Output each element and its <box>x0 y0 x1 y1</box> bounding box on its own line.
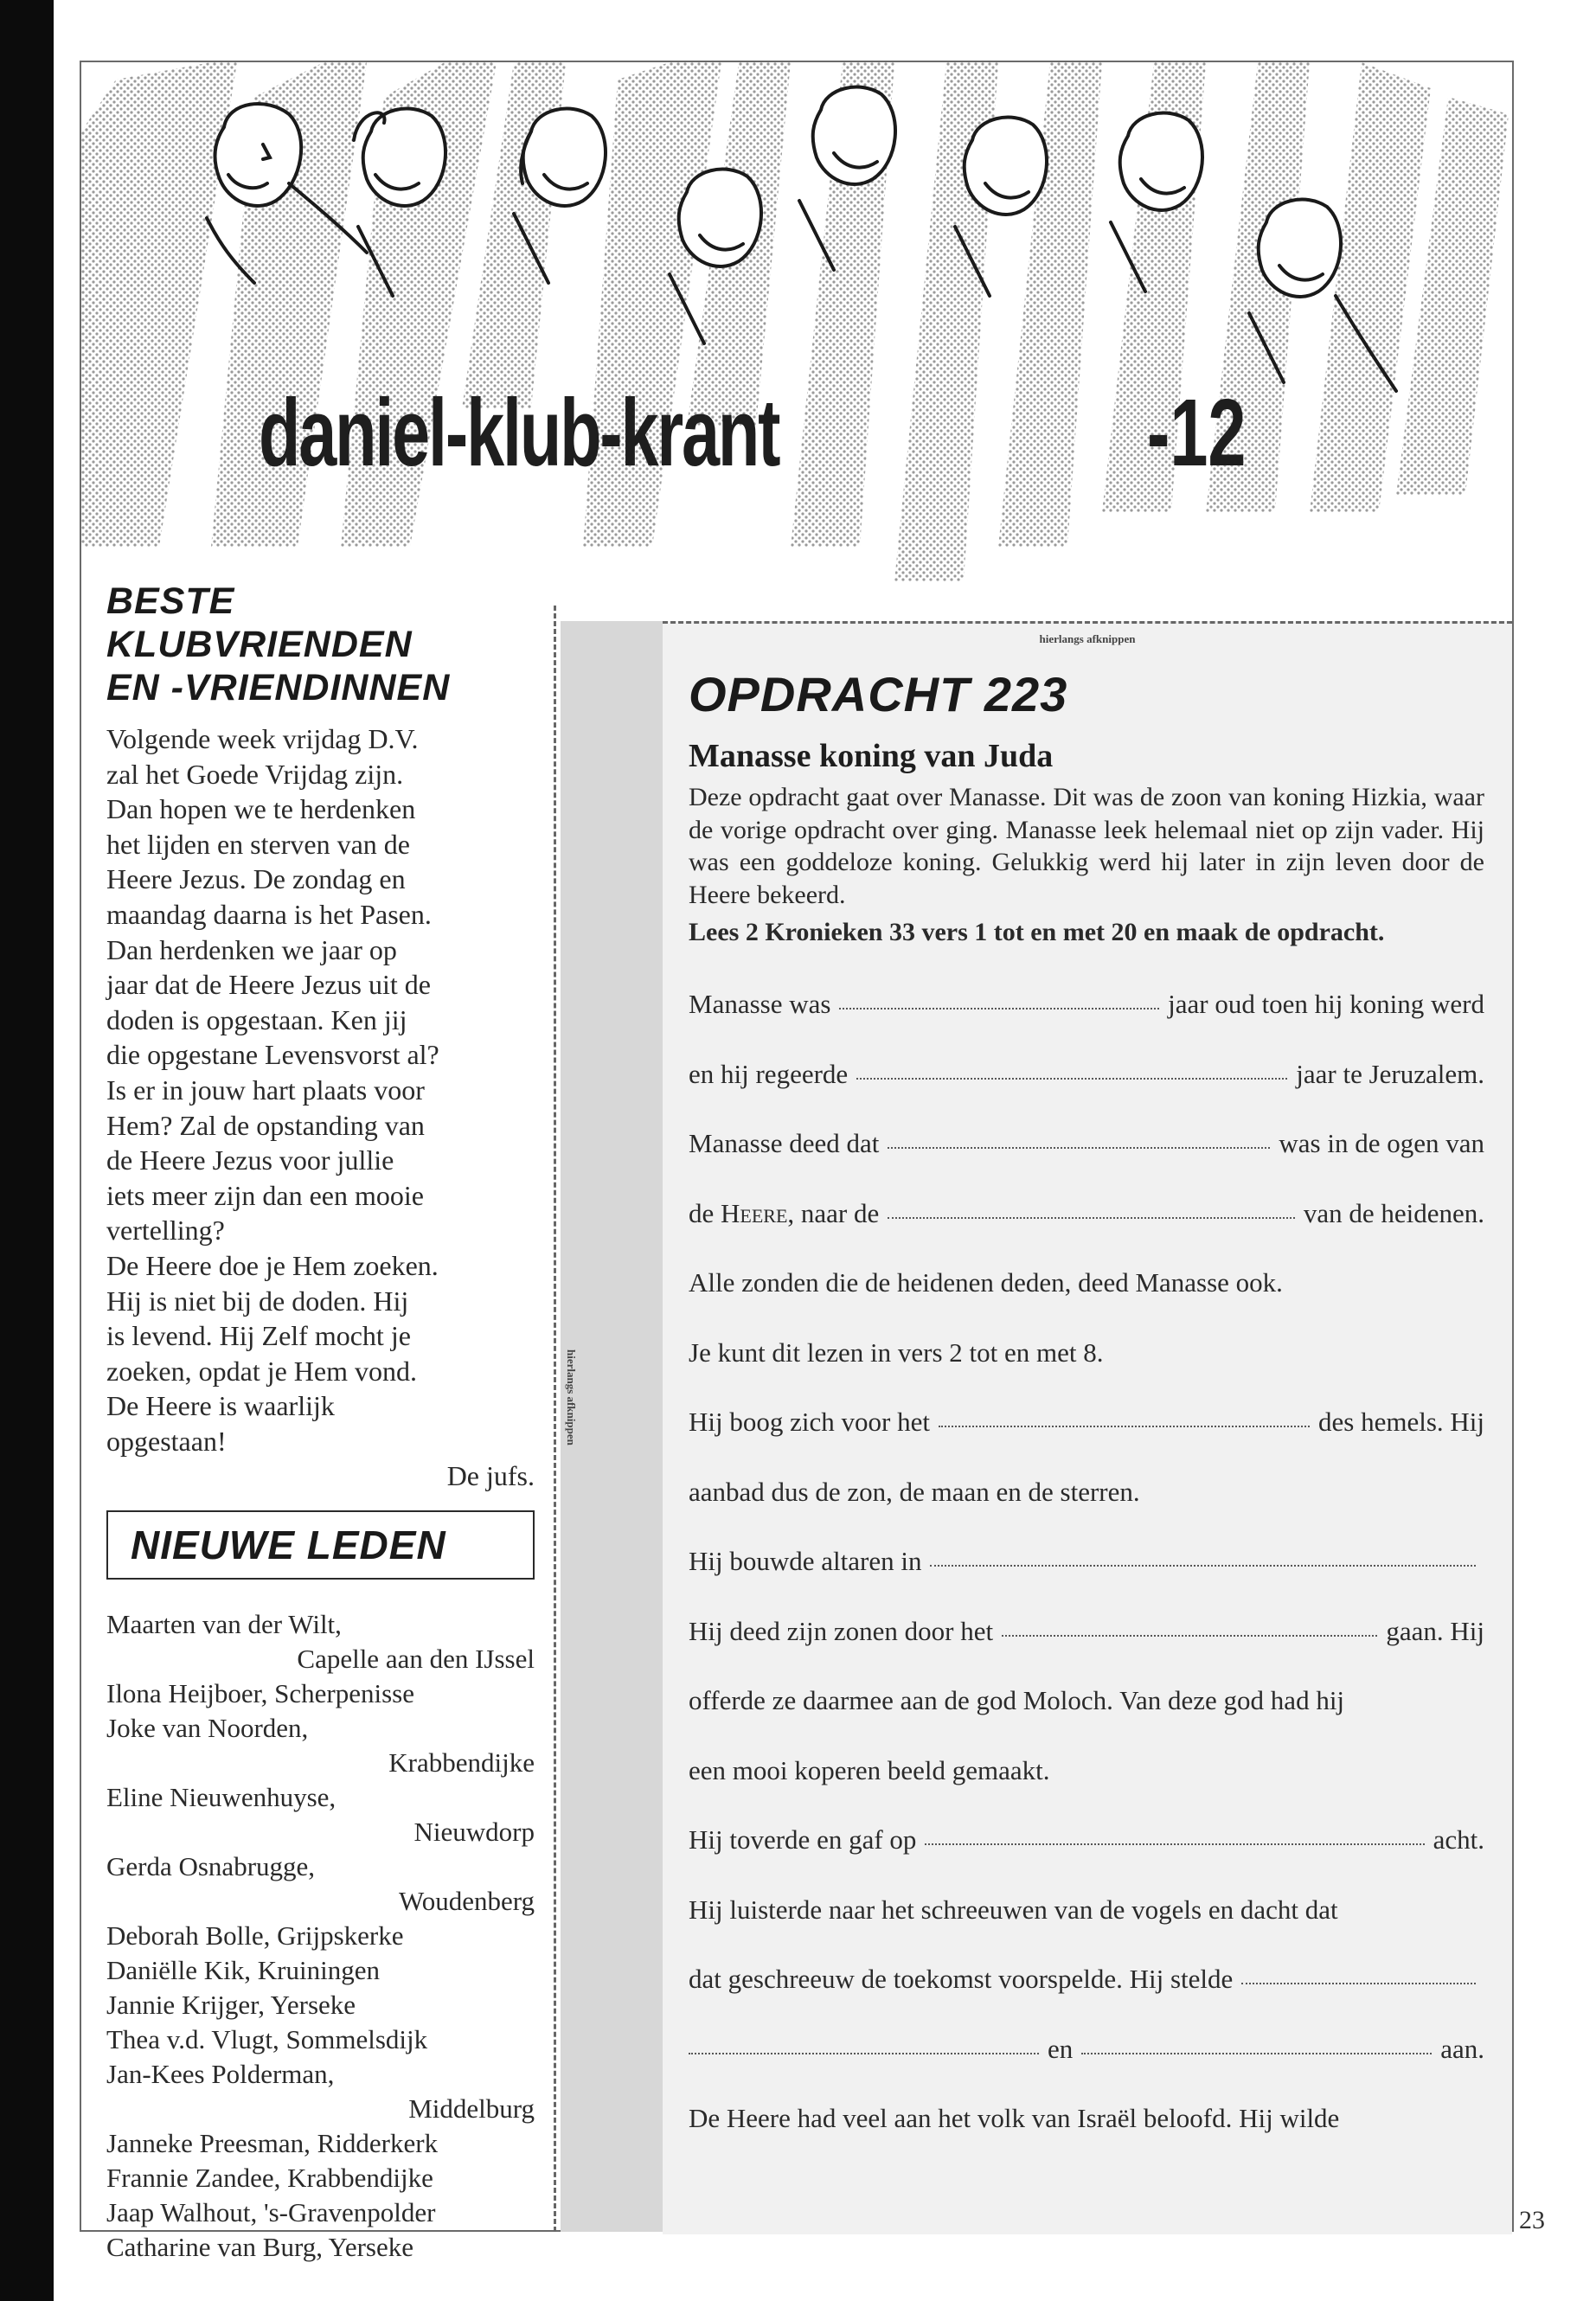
cut-line-vertical <box>554 606 556 2232</box>
greeting-line-2: EN -VRIENDINNEN <box>106 667 451 708</box>
intro-line: iets meer zijn dan een mooie <box>106 1179 424 1211</box>
intro-line: Hem? Zal de opstanding van <box>106 1109 425 1141</box>
fill-line <box>689 1666 1484 1736</box>
cut-label-top: hierlangs afknippen <box>1039 632 1136 645</box>
cut-label-side: hierlangs afknippen <box>565 1349 578 1445</box>
line-text: de <box>689 1197 715 1228</box>
answer-blank[interactable] <box>939 1426 1310 1427</box>
intro-line: de Heere Jezus voor jullie <box>106 1144 394 1176</box>
line-text: De Heere had veel aan het volk van Israël beloofd. Hij wilde <box>689 2103 1340 2134</box>
line-text: Je kunt dit lezen in vers 2 tot en met 8. <box>689 1336 1104 1368</box>
line-text: , naar de <box>787 1197 880 1228</box>
assignment-coupon <box>663 621 1512 2234</box>
answer-blank[interactable] <box>925 1843 1424 1845</box>
line-text: Hij toverde en gaf op <box>689 1824 917 1856</box>
intro-line: zal het Goede Vrijdag zijn. <box>106 758 404 790</box>
intro-line: is levend. Hij Zelf mocht je <box>106 1320 411 1352</box>
member-name: Jan-Kees Polderman, <box>106 2059 335 2090</box>
member-name: Eline Nieuwenhuyse, <box>106 1782 337 1813</box>
list-item: Jannie Krijger, Yerseke <box>106 1990 356 2021</box>
line-text: Manasse was <box>689 989 831 1020</box>
line-text: van de heidenen. <box>1303 1197 1484 1228</box>
fill-line <box>689 1875 1484 1945</box>
answer-blank[interactable] <box>1081 2053 1432 2054</box>
line-text: jaar oud toen hij koning werd <box>1168 989 1484 1020</box>
line-text: Manasse deed dat <box>689 1128 880 1159</box>
letter-signature: De jufs. <box>446 1460 535 1492</box>
list-item: Daniëlle Kik, Kruiningen <box>106 1955 380 1986</box>
intro-line: zoeken, opdat je Hem vond. <box>106 1355 417 1387</box>
fill-line <box>689 1458 1484 1528</box>
assignment-content <box>689 669 1484 2154</box>
intro-line: het lijden en sterven van de <box>106 828 410 860</box>
member-place: Capelle aan den IJssel <box>297 1644 535 1675</box>
fill-line <box>689 1945 1484 2015</box>
line-text: een mooi koperen beeld gemaakt. <box>689 1754 1050 1785</box>
intro-line: De Heere doe je Hem zoeken. <box>106 1249 439 1281</box>
binding-edge <box>0 0 54 2301</box>
list-item <box>106 2057 535 2126</box>
answer-blank[interactable] <box>888 1147 1270 1149</box>
line-text-smallcaps: Heere <box>721 1197 788 1228</box>
intro-line: maandag daarna is het Pasen. <box>106 898 432 930</box>
list-item: Frannie Zandee, Krabbendijke <box>106 2163 433 2194</box>
intro-line: vertelling? <box>106 1215 225 1247</box>
member-name: Gerda Osnabrugge, <box>106 1851 316 1882</box>
line-text: Hij deed zijn zonen door het <box>689 1615 994 1646</box>
intro-line: opgestaan! <box>106 1425 227 1457</box>
line-text: Hij bouwde altaren in <box>689 1546 922 1577</box>
new-members-heading: NIEUWE LEDEN <box>106 1510 535 1580</box>
intro-line: Heere Jezus. De zondag en <box>106 863 406 895</box>
line-text: acht. <box>1433 1824 1484 1856</box>
intro-column <box>106 580 535 2265</box>
list-item <box>106 1607 535 1676</box>
member-place: Middelburg <box>408 2093 535 2125</box>
fill-line <box>689 1040 1484 1110</box>
list-item <box>106 1849 535 1919</box>
answer-blank[interactable] <box>689 2053 1039 2054</box>
list-item: Jaap Walhout, 's-Gravenpolder <box>106 2197 436 2228</box>
fill-line <box>689 1388 1484 1458</box>
intro-line: Volgende week vrijdag D.V. <box>106 723 419 754</box>
list-item: Janneke Preesman, Ridderkerk <box>106 2128 439 2159</box>
line-text: offerde ze daarmee aan de god Moloch. Van deze god had hij <box>689 1685 1345 1716</box>
assignment-subtitle: Manasse koning van Juda <box>689 738 1054 774</box>
member-place: Nieuwdorp <box>413 1817 535 1848</box>
member-place: Krabbendijke <box>388 1747 535 1779</box>
fill-line <box>689 1527 1484 1597</box>
fill-line <box>689 1318 1484 1388</box>
greeting-line-1: BESTE KLUBVRIENDEN <box>106 580 413 665</box>
line-text: Hij boog zich voor het <box>689 1407 930 1438</box>
answer-blank[interactable] <box>930 1565 1476 1567</box>
line-text: gaan. Hij <box>1386 1615 1484 1646</box>
line-text: jaar te Jeruzalem. <box>1296 1058 1484 1089</box>
assignment-intro: Deze opdracht gaat over Manasse. Dit was de zoon van koning Hizkia, waar de vorige opdracht over ging. Manasse leek helemaal niet op zijn vader. Hij was een goddeloze koning. Gelukkig werd hij later in zijn leven door de Heere bekeerd. <box>689 783 1484 909</box>
intro-line: De Heere is waarlijk <box>106 1390 335 1422</box>
line-text: en hij regeerde <box>689 1058 849 1089</box>
intro-line: Dan hopen we te herdenken <box>106 793 416 825</box>
answer-blank[interactable] <box>856 1078 1287 1080</box>
list-item <box>106 1711 535 1780</box>
list-item: Thea v.d. Vlugt, Sommelsdijk <box>106 2024 428 2055</box>
newspaper-title: daniel-klub-krant <box>259 380 779 486</box>
intro-letter <box>106 721 535 1458</box>
assignment-instruction: Lees 2 Kronieken 33 vers 1 tot en met 20 en maak de opdracht. <box>689 918 1385 946</box>
line-text: des hemels. Hij <box>1318 1407 1484 1438</box>
answer-blank[interactable] <box>1241 1983 1476 1984</box>
member-name: Maarten van der Wilt, <box>106 1609 342 1640</box>
line-text: dat geschreeuw de toekomst voorspelde. Hij stelde <box>689 1964 1234 1995</box>
greeting-headline <box>106 580 535 709</box>
assignment-title: OPDRACHT 223 <box>689 667 1068 721</box>
fill-line <box>689 2084 1484 2154</box>
line-text: Alle zonden die de heidenen deden, deed Manasse ook. <box>689 1267 1283 1298</box>
list-item: Ilona Heijboer, Scherpenisse <box>106 1678 415 1709</box>
intro-line: doden is opgestaan. Ken jij <box>106 1003 407 1035</box>
fill-line <box>689 1248 1484 1318</box>
fill-line <box>689 1736 1484 1806</box>
list-item: Deborah Bolle, Grijpskerke <box>106 1920 404 1952</box>
issue-number: -12 <box>1147 380 1247 486</box>
intro-line: jaar dat de Heere Jezus uit de <box>106 969 431 1001</box>
member-name: Joke van Noorden, <box>106 1713 309 1744</box>
line-text: Hij luisterde naar het schreeuwen van de vogels en dacht dat <box>689 1894 1338 1925</box>
answer-blank[interactable] <box>839 1008 1159 1009</box>
fill-line <box>689 2015 1484 2085</box>
fill-line <box>689 1805 1484 1875</box>
new-members-list <box>106 1607 535 2265</box>
page-number: 23 <box>1519 2206 1545 2234</box>
fill-line <box>689 1179 1484 1249</box>
line-text: en <box>1047 2033 1074 2064</box>
answer-blank[interactable] <box>888 1217 1295 1219</box>
intro-line: Is er in jouw hart plaats voor <box>106 1074 425 1106</box>
fill-line <box>689 970 1484 1040</box>
intro-line: Hij is niet bij de doden. Hij <box>106 1285 409 1317</box>
answer-blank[interactable] <box>1002 1635 1377 1637</box>
member-place: Woudenberg <box>398 1886 535 1917</box>
line-text: aan. <box>1440 2033 1485 2064</box>
fill-in-lines <box>689 970 1484 2154</box>
fill-line <box>689 1597 1484 1667</box>
intro-line: Dan herdenken we jaar op <box>106 933 397 965</box>
fill-line <box>689 1109 1484 1179</box>
list-item <box>106 1780 535 1849</box>
masthead <box>81 62 1512 581</box>
intro-line: die opgestane Levensvorst al? <box>106 1039 439 1071</box>
line-text: aanbad dus de zon, de maan en de sterren. <box>689 1476 1140 1507</box>
list-item: Catharine van Burg, Yerseke <box>106 2232 414 2263</box>
masthead-illustration <box>81 62 1512 581</box>
line-text: was in de ogen van <box>1279 1128 1484 1159</box>
